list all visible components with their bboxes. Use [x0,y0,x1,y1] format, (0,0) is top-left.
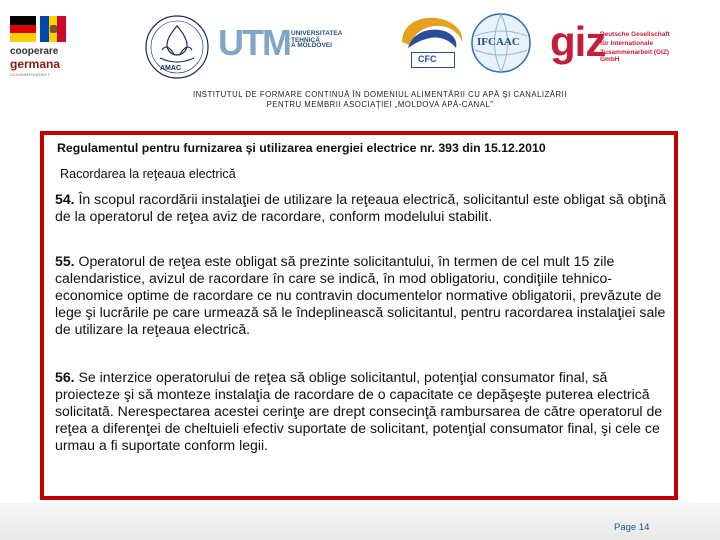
page-number: Page 14 [614,522,650,533]
giz-line2: für Internationale [600,40,654,47]
utm-line1: UNIVERSITATEA TEHNICĂ [291,30,343,44]
paragraph-text: În scopul racordării instalaţiei de utilizare la reţeaua electrică, solicitantul este obligat să obţină de la operatorul de reţea aviz de racordare, conform modelului stabilit. [55,191,667,224]
institute-line2: PENTRU MEMBRII ASOCIAŢIEI „MOLDOVA APĂ-CANAL” [266,100,494,109]
logo-bar [0,0,720,84]
paragraph-text: Operatorul de reţea este obligat să prezinte solicitantului, în termen de cel mult 15 zile calendaristice, avizul de racordare în care se indică, în mod obligatoriu, condiţiile tehnico-economice optime de racordare ce nu contravin documentelor normative obligatorii, prevăzute de lege şi lucrările pe care urmează să le îndeplinească solicitantul, pentru racordarea instalaţiei sale de utilizare la reţeaua electrică. [55,253,666,337]
paragraph-number: 56. [55,369,75,385]
moldova-flag-icon [40,16,66,42]
paragraph-text: Se interzice operatorului de reţea să oblige solicitantul, potenţial consumator final, să proiecteze şi să monteze instalaţia de racordare de o capacitate ce depăşeşte puterea electrică solicitată. Nerespectarea acestei cerinţe are drept consecinţă rambursarea de către operatorul de reţea a diferenţei de cheltuieli efectiv suportate de solicitant, potenţial consumator final, şi cele ce urmau a fi suportate conform legii. [55,369,663,453]
cooperation-line3: ZUSAMMENARBEIT [10,72,51,77]
utm-line2: A MOLDOVEI [291,42,332,49]
document-title: Regulamentul pentru furnizarea şi utilizarea energiei electrice nr. 393 din 15.12.2010 [57,141,546,155]
paragraph-54 [55,191,675,225]
utm-letters: UTM [218,22,290,63]
giz-line3: Zusammenarbeit (GIZ) GmbH [600,49,669,63]
footer-band [0,503,720,540]
paragraph-55 [55,253,675,338]
paragraph-number: 55. [55,253,75,269]
cfc-label: CFC [418,54,437,64]
regulation-content-box [40,131,678,500]
amac-label: AMAC [160,65,181,72]
germany-flag-icon [10,16,36,42]
cooperation-line2: germana [10,57,61,71]
ifcaac-label: IFCAAC [477,36,520,48]
section-title: Racordarea la reţeaua electrică [60,167,236,181]
cfc-logo [394,12,474,74]
institute-header [140,90,620,110]
paragraph-56 [55,369,675,454]
german-cooperation-logo [4,14,116,80]
giz-wordmark: giz [550,18,606,65]
institute-line1: INSTITUTUL DE FORMARE CONTINUĂ ÎN DOMENIUL ALIMENTĂRII CU APĂ ŞI CANALIZĂRII [192,90,568,99]
amac-logo [140,14,214,80]
utm-logo [216,20,362,66]
giz-line1: Deutsche Gesellschaft [600,31,670,38]
giz-logo [548,16,688,76]
cooperation-line1: cooperare [10,46,59,57]
paragraph-number: 54. [55,191,75,207]
ifcaac-logo [470,12,532,74]
